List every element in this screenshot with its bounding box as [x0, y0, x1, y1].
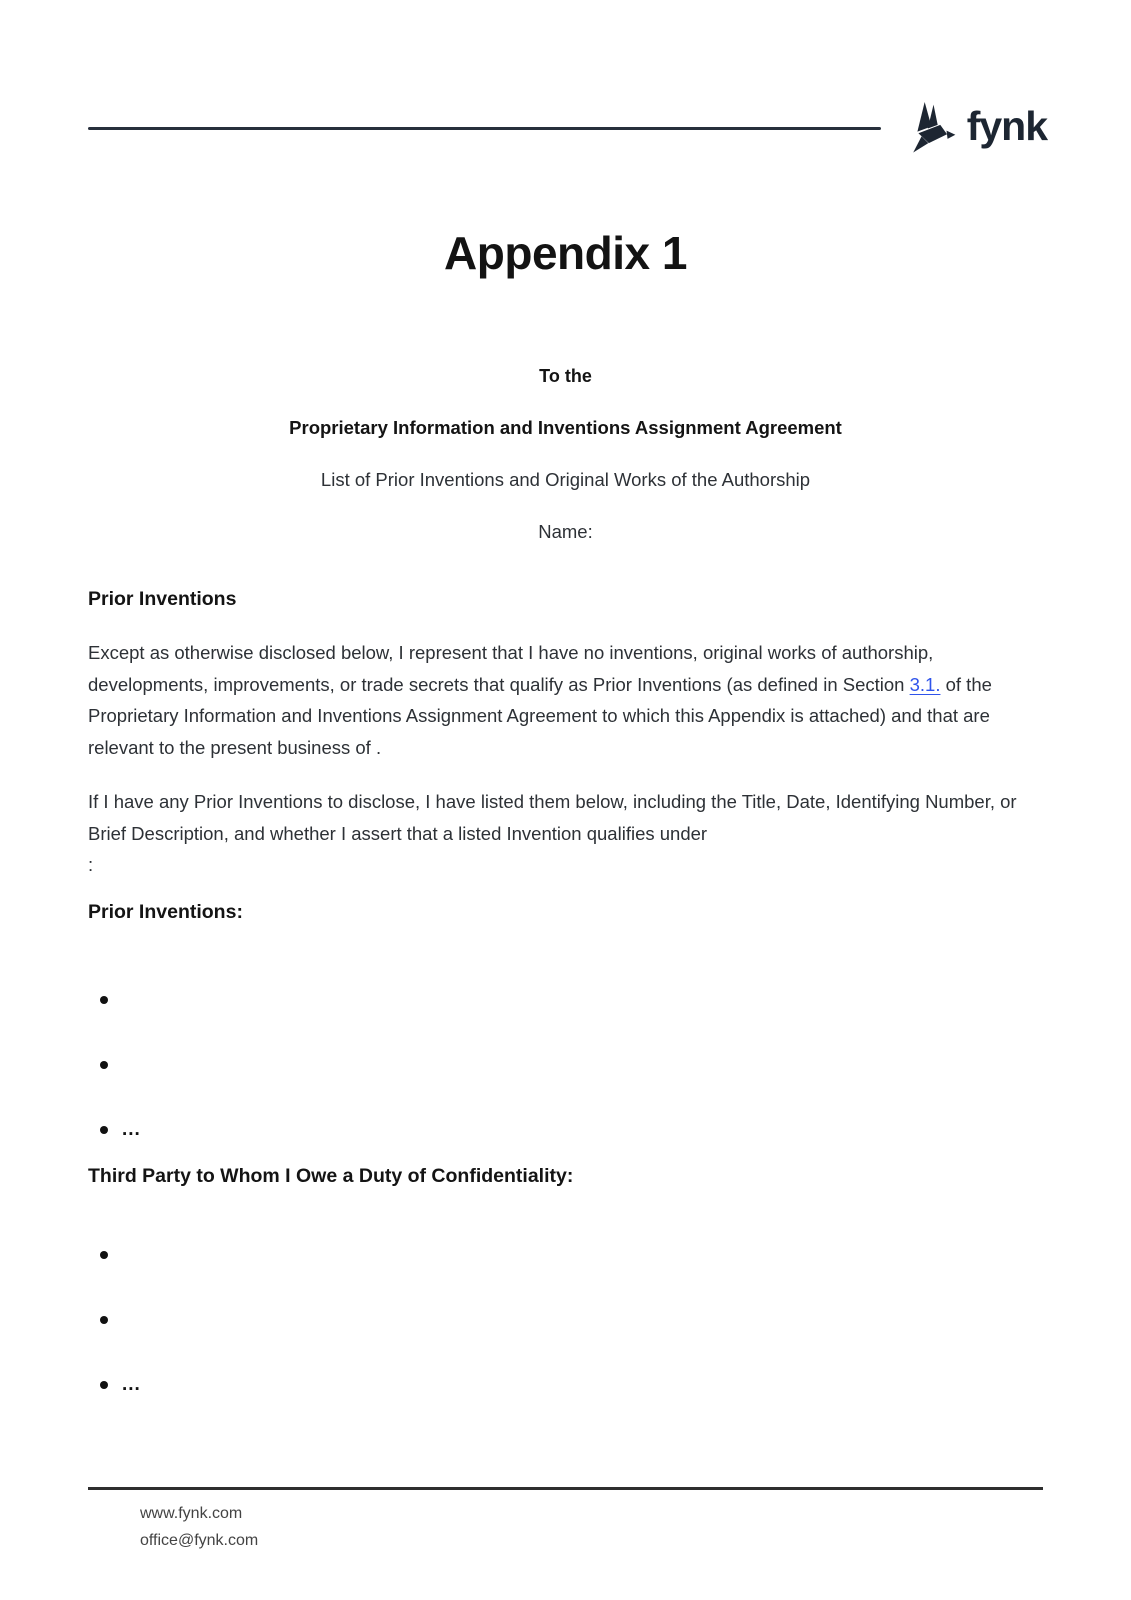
paragraph-prior-inventions: [88, 637, 1045, 763]
disclosure-text: If I have any Prior Inventions to disclose, I have listed them below, including the Title, Date, Identifying Number, or Brief Description, and whether I assert that a listed Invention qualifies under: [88, 791, 1017, 844]
subtitle-agreement: Proprietary Information and Inventions Assignment Agreement: [289, 417, 842, 438]
prior-inventions-heading: Prior Inventions: [88, 588, 237, 610]
brand-wordmark: fynk: [966, 102, 1047, 149]
section-3-1-link[interactable]: 3.1.: [909, 673, 941, 695]
origami-crane-icon: [907, 100, 959, 156]
paragraph-text-after-link: of the Proprietary Information and Inventions Assignment Agreement to which this Appendix is attached) and that are relevant to the present business of .: [88, 673, 992, 758]
paragraph-disclosure: [88, 786, 1045, 881]
list-item: [88, 1305, 988, 1335]
list-item: ...: [88, 1370, 988, 1400]
brand-logo: [907, 100, 1047, 156]
prior-inventions-list: [88, 985, 988, 1180]
list-item: ...: [88, 1115, 988, 1145]
paragraph-text-before-link: Except as otherwise disclosed below, I represent that I have no inventions, original works of authorship, developments, improvements, or trade secrets that qualify as Prior Inventions (as defined in Section: [88, 642, 934, 695]
header-rule: [88, 127, 881, 130]
page-title: Appendix 1: [444, 227, 687, 279]
subtitle-to-the: To the: [539, 366, 592, 386]
list-item: [88, 1240, 988, 1270]
subtitle-list-line: List of Prior Inventions and Original Works of the Authorship: [320, 469, 811, 490]
footer-contact: [88, 1490, 1043, 1554]
list-item: [88, 985, 988, 1015]
third-party-heading: Third Party to Whom I Owe a Duty of Confidentiality:: [88, 1165, 574, 1187]
third-party-list: [88, 1240, 988, 1435]
footer-website: www.fynk.com: [140, 1505, 243, 1522]
subtitle-name-line: Name:: [538, 521, 593, 542]
header: [88, 96, 1047, 160]
list-item: [88, 1050, 988, 1080]
footer-email: office@fynk.com: [140, 1532, 259, 1549]
footer: [88, 1487, 1043, 1554]
disclosure-trailing-colon: :: [88, 854, 94, 875]
prior-inventions-list-heading: Prior Inventions:: [88, 901, 243, 923]
